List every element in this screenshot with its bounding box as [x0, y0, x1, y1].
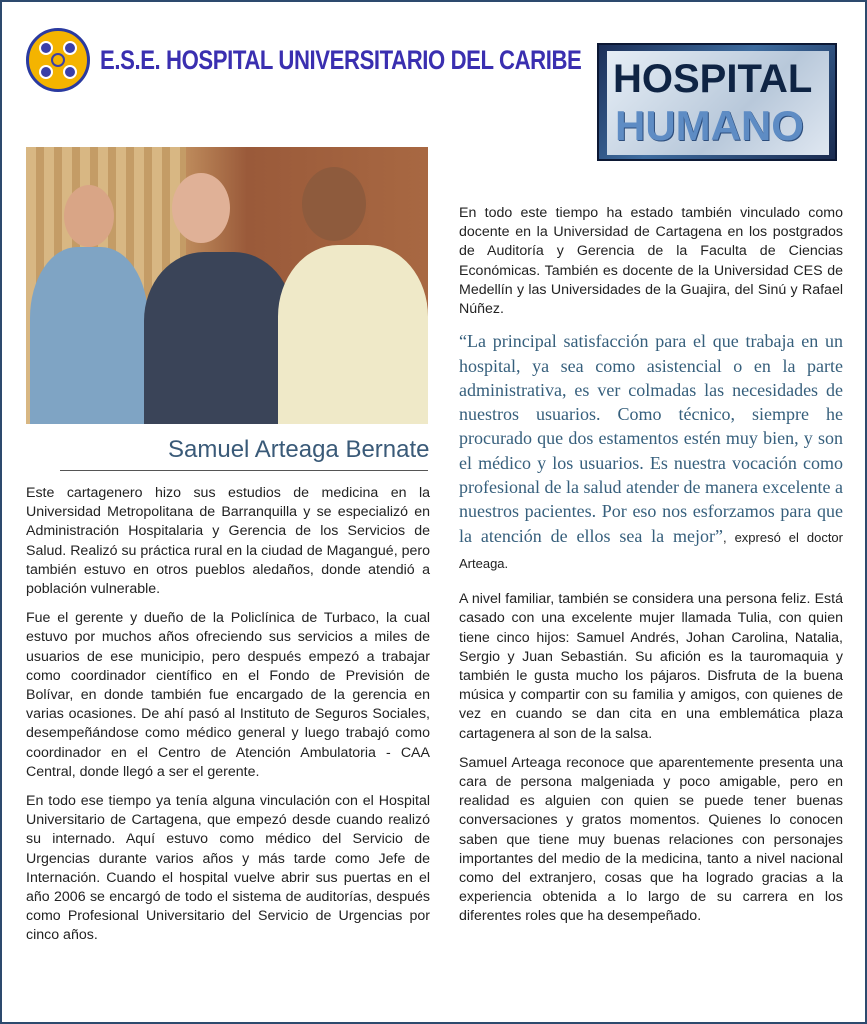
hospital-humano-badge [597, 43, 837, 161]
badge-line1: HOSPITAL [613, 57, 813, 101]
paragraph: Samuel Arteaga reconoce que aparentemente presenta una cara de persona malgeniada y poco amigable, pero en realidad es alguien con quien se puede tener buenas conversaciones y gratos momentos. Quienes lo conocen saben que tiene muy buenas relaciones con personajes importantes del medio de la medicina, tanto a nivel nacional como del extranjero, cosas que ha logrado gracias a la experiencia obtenida a lo largo de su carrera en los diferentes roles que ha desempeñado. [459, 754, 843, 925]
hospital-header [26, 28, 687, 92]
paragraph: Este cartagenero hizo sus estudios de medicina en la Universidad Metropolitana de Barranquilla y se especializó en Administración Hospitalaria y Gerencia de los Servicios de Salud. Realizó su práctica rural en la ciudad de Magangué, pero también estuvo en otros pueblos aledaños, donde atendió a población vulnerable. [26, 485, 430, 598]
quote-text: “La principal satisfacción para el que trabaja en un hospital, ya sea como asistencial o en la parte administrativa, es ver colmadas las necesidades de nuestros usuarios. Como técnico, siempre he procurado que dos estamentos estén muy bien, y son el médico y los usuarios. Es nuestra vocación como profesional de la salud atender de manera excelente a nuestros pacientes. Por eso nos esforzamos para que la atención de ellos sea la mejor” [459, 331, 843, 546]
portrait-photo [26, 147, 428, 424]
hospital-name: E.S.E. HOSPITAL UNIVERSITARIO DEL CARIBE [100, 44, 582, 75]
article-right-column [459, 204, 843, 937]
paragraph: En todo este tiempo ha estado también vinculado como docente en la Universidad de Cartagena en los postgrados de Auditoría y Gerencia de la Faculta de Ciencias Económicas. También es docente de la Universidad CES de Medellín y las Universidades de la Guajira, del Sinú y Rafael Núñez. [459, 205, 843, 318]
photo-caption: Samuel Arteaga Bernate [168, 436, 430, 463]
paragraph: Fue el gerente y dueño de la Policlínica de Turbaco, la cual estuvo por muchos años ofreciendo sus servicios a miles de usuarios de ese municipio, pero después empezó a trabajar como coordinador científico en el Fondo de Previsión de Bolívar, en donde también fue encargado de la gerencia en varias ocasiones. De ahí pasó al Instituto de Seguros Sociales, desempeñándose como médico general y luego trabajó como coordinador en el Centro de Atención Ambulatoria - CAA Central, donde llegó a ser el gerente. [26, 610, 430, 780]
paragraph: A nivel familiar, también se considera una persona feliz. Está casado con una excelente mujer llamada Tulia, con quien tiene cinco hijos: Samuel Andrés, Johan Carolina, Natalia, Sergio y Juan Sebastián. Su afición es la tauromaquia y también le gusta mucho los pájaros. Disfruta de la buena música y compartir con su familia y amigos, con quienes de vez en cuando se dan cita en una emblemática plaza cartagenera al son de la salsa. [459, 591, 843, 742]
hospital-logo-icon [26, 28, 90, 92]
quote-attribution: , expresó el doctor Arteaga. [459, 529, 843, 571]
paragraph: En todo ese tiempo ya tenía alguna vinculación con el Hospital Universitario de Cartagena, que empezó desde cuando realizó su internado. Aquí estuvo como médico del Servicio de Urgencias durante varios años y más tarde como Jefe de Internación. Cuando el hospital vuelve abrir sus puertas en el año 2006 se encargó de todo el sistema de auditorías, después como Profesional Universitario del Servicio de Urgencias por cinco años. [26, 793, 430, 944]
pull-quote [459, 329, 843, 576]
badge-line2: HUMANO [615, 102, 804, 149]
caption-divider [60, 470, 428, 471]
article-left-column [26, 484, 430, 956]
